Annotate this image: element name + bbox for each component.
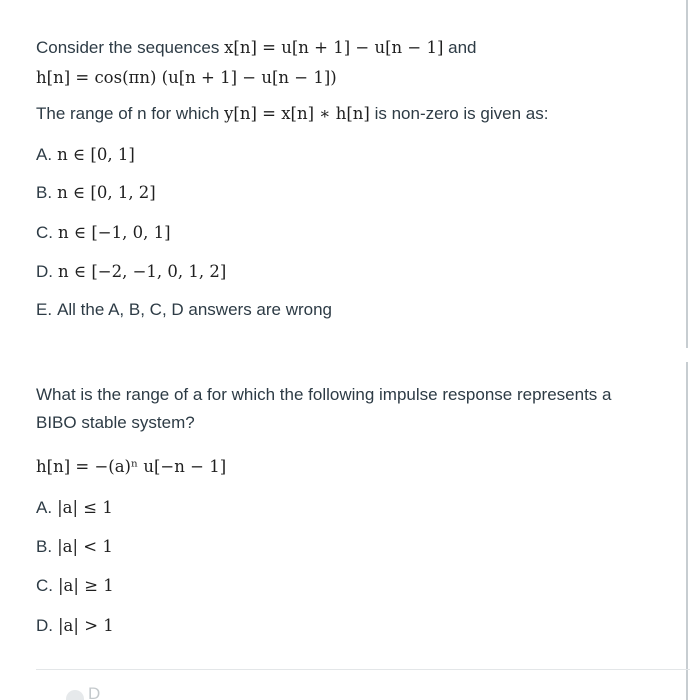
q1-option-c[interactable] [36,221,171,245]
option-label: A. [36,498,53,517]
q2-option-d[interactable] [36,614,114,638]
q1-stem-line-1 [36,36,477,60]
q1-x-definition: x[n] = u[n + 1] − u[n − 1] [224,38,444,57]
option-math: n ∈ [−1, 0, 1] [58,223,171,242]
option-text: All the A, B, C, D answers are wrong [57,300,333,319]
radio-icon [66,690,84,700]
next-option-peek[interactable] [66,684,106,700]
q2-formula [36,455,226,479]
next-option-letter: D [88,684,101,700]
option-math: n ∈ [0, 1, 2] [57,183,156,202]
q2-option-c[interactable] [36,574,114,598]
q1-stem-tail: is non-zero is given as: [374,104,549,123]
q1-option-b[interactable] [36,181,156,205]
q2-stem-line-2: BIBO stable system? [36,413,195,432]
q1-h-definition: h[n] = cos(πn) (u[n + 1] − u[n − 1]) [36,68,337,87]
q1-stem-line-2 [36,66,337,90]
q1-question-text [36,102,548,126]
divider [36,669,690,670]
q1-and-text: and [448,38,477,57]
q1-option-d[interactable] [36,260,226,284]
option-math: |a| ≤ 1 [57,498,113,517]
option-math: |a| > 1 [58,616,114,635]
option-math: n ∈ [0, 1] [57,145,135,164]
option-math: n ∈ [−2, −1, 0, 1, 2] [58,262,227,281]
option-label: D. [36,616,53,635]
option-label: A. [36,145,53,164]
q1-stem-text: The range of n for which [36,104,220,123]
option-math: |a| ≥ 1 [58,576,114,595]
q2-impulse-response: h[n] = −(a)ⁿ u[−n − 1] [36,457,227,476]
q2-option-a[interactable] [36,496,113,520]
option-label: B. [36,537,53,556]
option-label: C. [36,576,53,595]
q2-stem-line-1: What is the range of a for which the following impulse response represents a [36,385,612,404]
option-label: C. [36,223,53,242]
option-label: B. [36,183,53,202]
option-math: |a| < 1 [57,537,113,556]
q1-option-a[interactable] [36,143,135,167]
q2-option-b[interactable] [36,535,113,559]
option-label: D. [36,262,53,281]
q1-convolution: y[n] = x[n] ∗ h[n] [224,104,370,123]
option-label: E. [36,300,53,319]
q1-intro-text: Consider the sequences [36,38,220,57]
q1-option-e[interactable] [36,298,332,322]
